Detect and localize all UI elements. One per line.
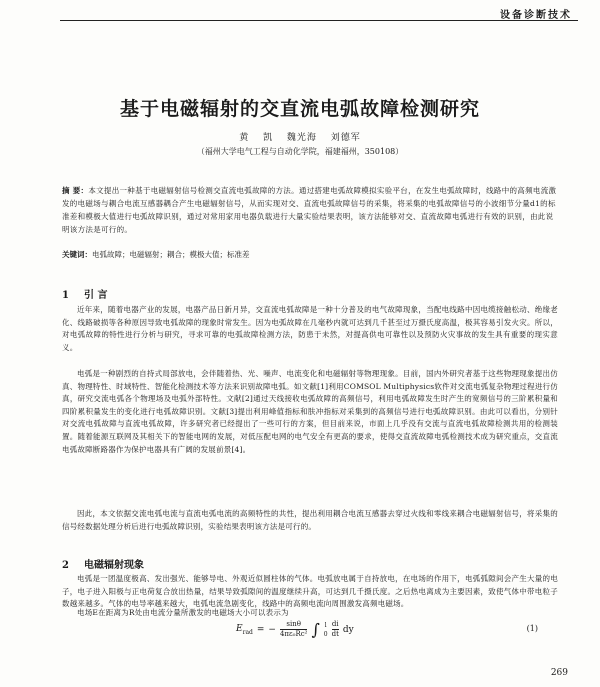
paragraph: 电弧是一种剧烈的自持式局部放电，会伴随着热、光、噪声、电流变化和电磁辐射等物理现象。目前，国内外研究者基于这些物理现象提出仿真、物理特性、时域特性、智能化检测技术等方法来识别故障电弧。如文献[1]利用COMSOL Multiphysics软件对交流电弧复杂物理过程进行仿真，研究交流电弧各个物理场及电弧外部特性。文献[2]通过天线接收电弧故障的高频信号，利用电弧故障发生时产生的宽频信号的三阶累积量和四阶累积量发生的变化进行电弧故障识别。文献[3]提出利用峰值指标和肤冲指标对采集到的高频信号进行电弧故障识别。由此可以看出，分别针对交流电弧故障与直流电弧故障，许多研究者已经提出了一些可行的方案，但目前来说，市面上几乎没有交流与直流电弧故障检测共用的检测装置。随着能源互联网及其相关下的智能电网的发展，对低压配电网的电气安全有更高的要求，使得交直流故障电弧检测技术成为研究重点，交直流电弧故障断路器作为保护电器具有广阔的发展前景[4]。	[62, 369, 558, 454]
paragraph: 电弧是一团温度极高、发出强光、能够导电、外观近似圆柱体的气体。电弧放电属于自持放电，在电场的作用下，电弧弧隙间会产生大量的电子，电子进入阳极与正电荷复合放出热量，结果导致弧隙间的温度继续升高，可达到几千摄氏度。之后热电离成为主要因素，致使气体中带电粒子数越来越多。气体的电导率越来越大，电弧电流急剧变化，线路中的高频电流向周围激发高频电磁场。	[62, 574, 558, 609]
integral-sign: ∫	[311, 619, 320, 639]
keywords	[62, 248, 558, 261]
affiliation: （福州大学电气工程与自动化学院，福建福州，350108）	[196, 147, 404, 156]
keywords-text: 电弧故障；电磁辐射；耦合；模极大值；标准差	[92, 250, 250, 259]
equation-minus: −	[268, 624, 276, 635]
header-rule	[60, 20, 578, 21]
section-number: 2	[62, 560, 69, 571]
abstract	[62, 184, 558, 236]
paragraph: 因此，本文依据交流电弧电流与直流电弧电流的高频特性的共性，提出利用耦合电流互感器去穿过火线和零线来耦合电磁辐射信号，将采集的信号经数据处理分析后进行电弧故障识别，实验结果表明该方法是可行的。	[62, 509, 558, 531]
equation-derivative: $\frac{di}{dt}$	[331, 620, 339, 638]
abstract-label: 摘 要：	[62, 186, 89, 195]
equation-number: (1)	[526, 624, 538, 633]
section-number: 1	[62, 290, 69, 301]
paragraph: 电场E在距离为R处由电流分量所激发的电磁场大小可以表示为	[77, 608, 289, 617]
section-heading-2	[62, 556, 144, 571]
paper-title: 基于电磁辐射的交直流电弧故障检测研究	[119, 98, 480, 120]
equation-fraction: $\frac{\sin\theta}{\text{4πε₀Rc²}}$	[279, 620, 308, 638]
abstract-text: 本文提出一种基于电磁辐射信号检测交直流电弧故障的方法。通过搭建电弧故障模拟实验平台，在发生电弧故障时，线路中的高频电流激发的电磁场与耦合电流互感器耦合产生电磁辐射信号，从而实现对交、直流电弧故障信号的采集，将采集的电弧故障信号的小波细节分量d1的标准差和模极大值进行电弧故障识别，通过对常用家用电器负载进行大量实验结果表明，该方法能够对交、直流故障电弧进行有效的识别，由此说明该方法是可行的。	[62, 186, 557, 234]
equation-lhs: $E_{rad}$	[236, 623, 253, 636]
journal-section-tag: 设备诊断技术	[500, 10, 572, 21]
page-number: 269	[550, 668, 568, 678]
section-title: 电磁辐射现象	[84, 560, 144, 571]
keywords-label: 关键词：	[62, 250, 92, 259]
equation-tail: dy	[342, 624, 354, 635]
section-heading-1	[62, 286, 107, 301]
section-title: 引 言	[84, 290, 108, 301]
equation-equals: =	[256, 624, 265, 635]
equation-1	[236, 620, 354, 639]
paragraph: 近年来，随着电器产业的发展，电器产品日新月异，交直流电弧故障是一种十分普及的电气故障现象，当配电线路中因电缆接触松动、绝缘老化、线路破损等各种原因导致电弧故障的现象时常发生。因为电弧故障在几毫秒内就可达到几千甚至过万摄氏度高温，极其容易引发火灾。所以，对电弧故障的特性进行分析与研究，寻求可靠的电弧故障检测方法，防患于未然，对提高供电可靠性以及预防火灾事故的发生具有重要的现实意义。	[62, 305, 558, 352]
authors: 黄 凯 魏光海 刘德军	[239, 133, 361, 143]
integral-limits: l 0	[323, 621, 328, 638]
